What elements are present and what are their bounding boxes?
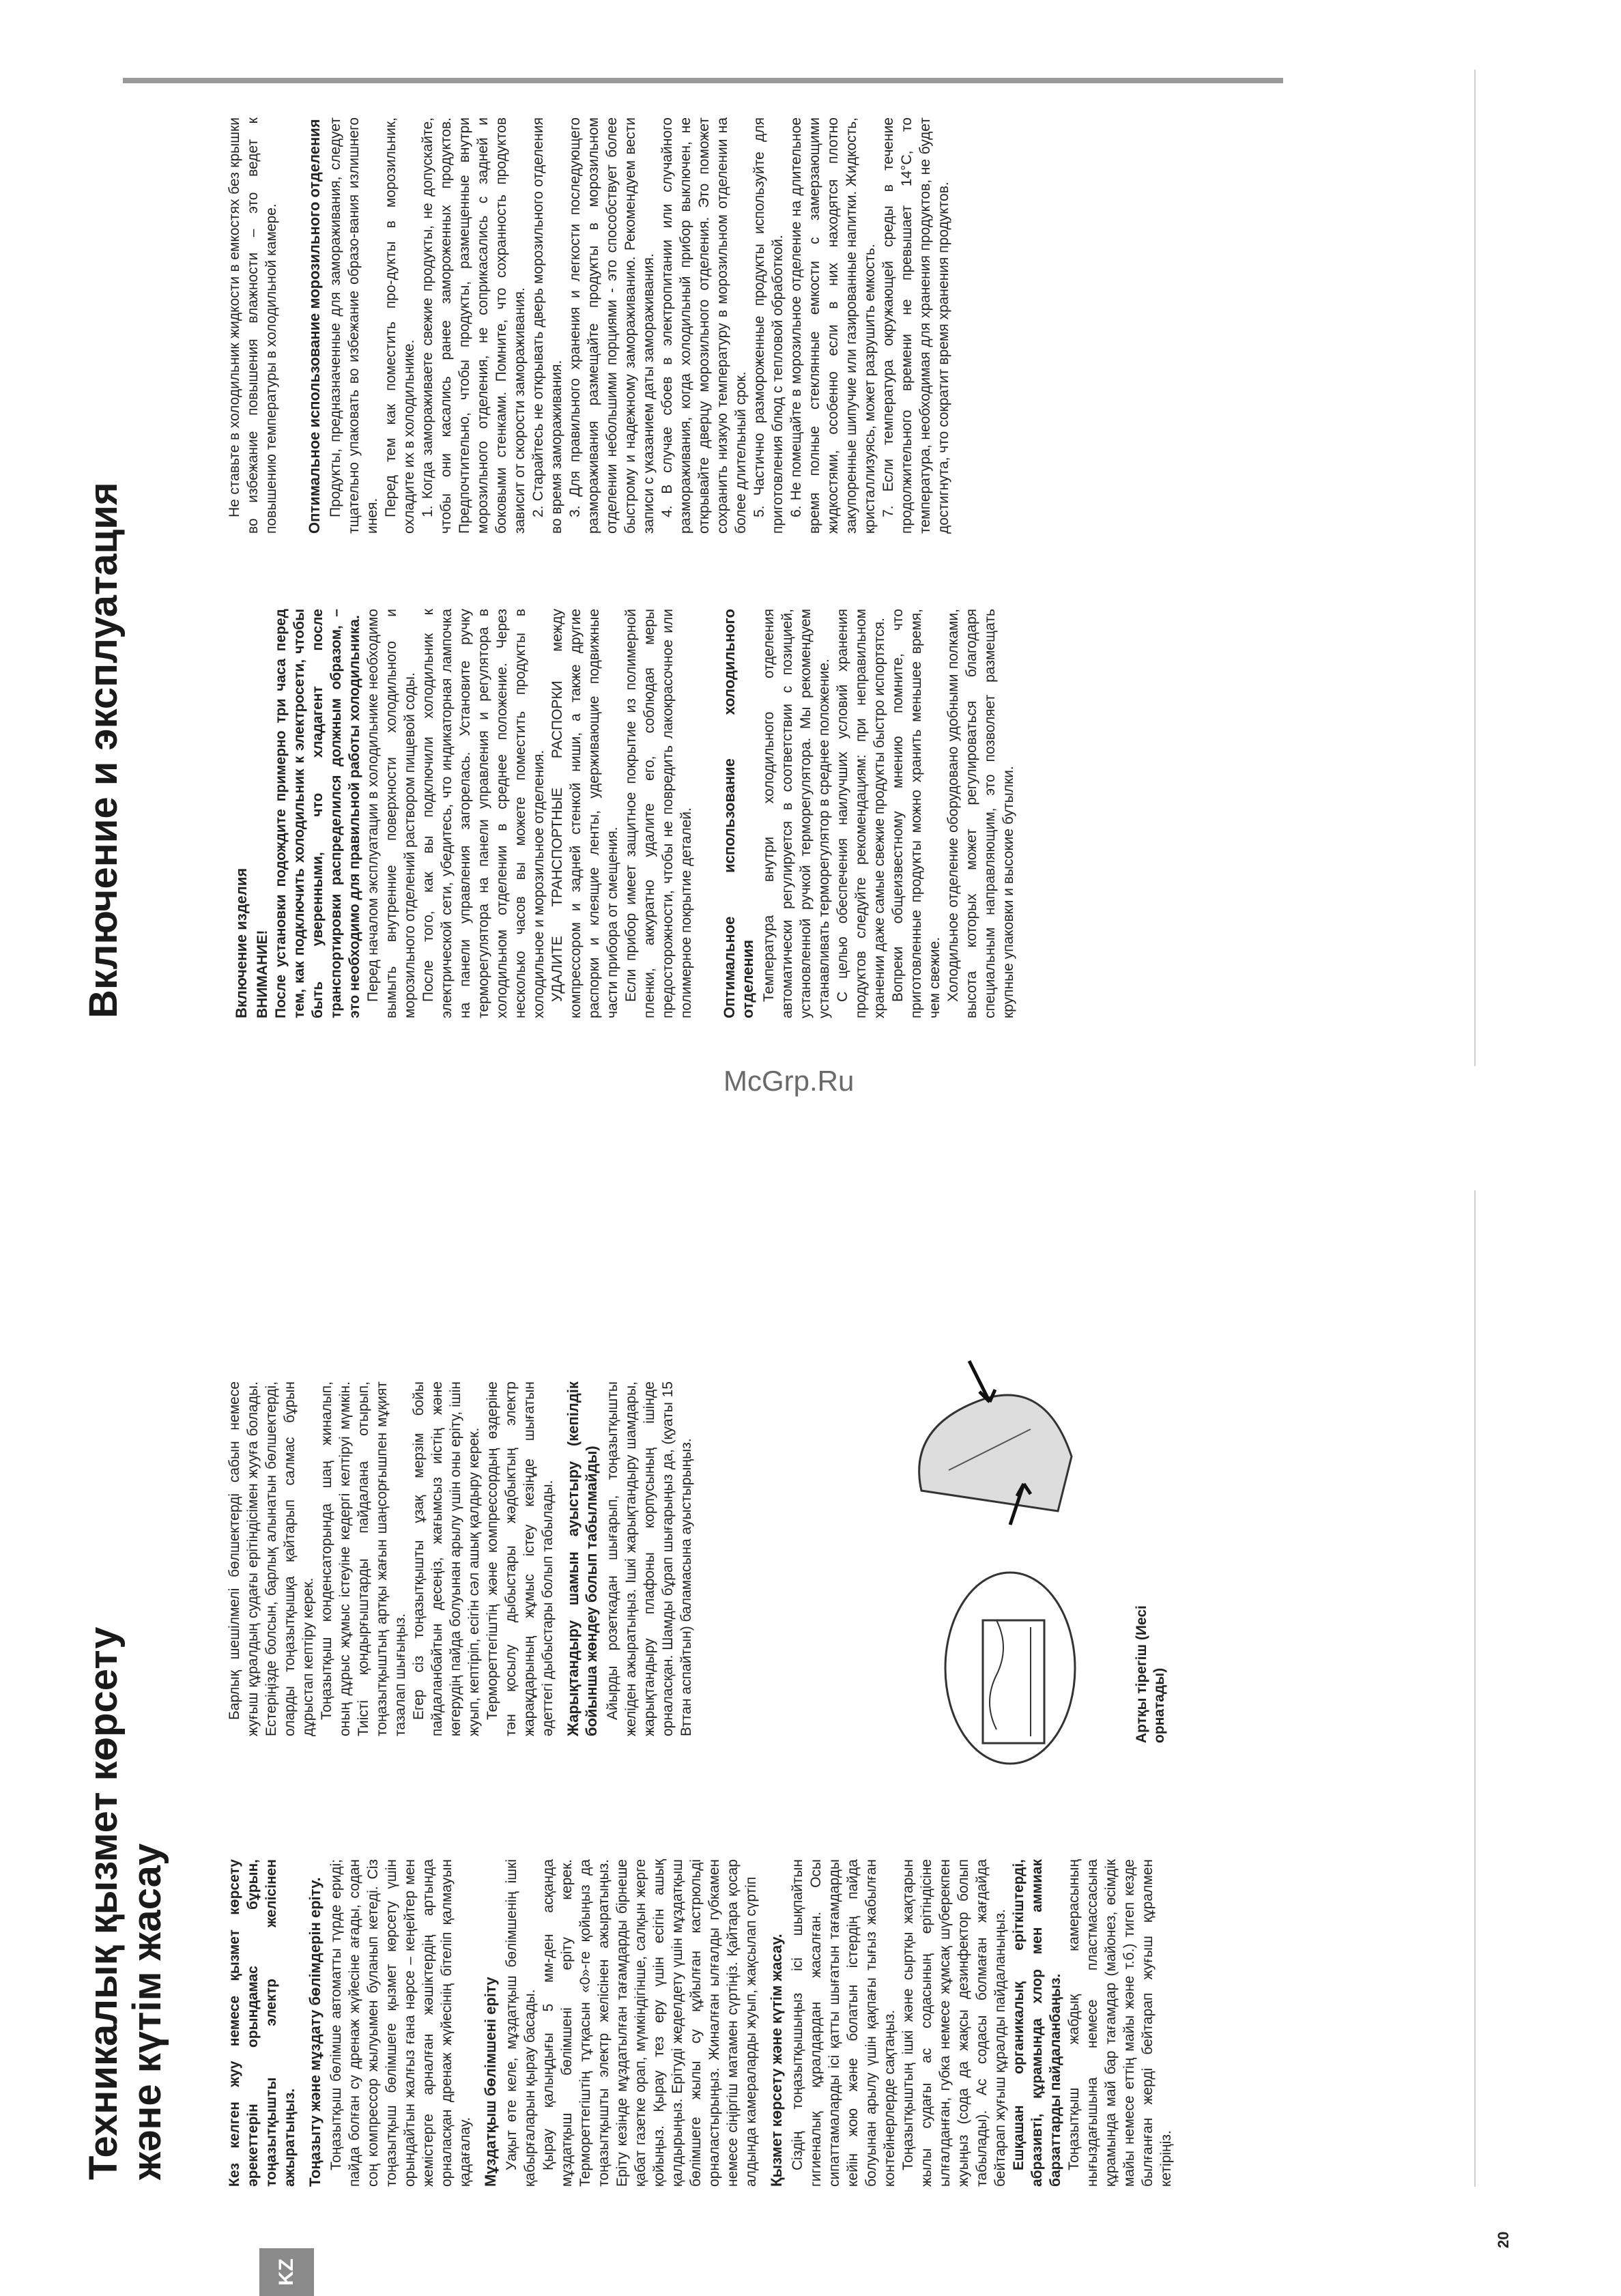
page-title-ru: Включение и эксплуатация	[81, 482, 126, 1018]
paragraph: 4. В случае сбоев в электропитании или случайного размораживания, когда холодильный прибор выключен, не открывайте дверцу морозильного отделения. Это поможет сохранить низкую температуру в морозильном отделении на более длительный срок.	[659, 117, 749, 534]
paragraph: Холодильное отделение оборудовано удобными полками, высота которых может регулироваться благодаря специальным направляющим, это позволяет размещать крупные упаковки и высокие бутылки.	[945, 609, 1016, 1018]
paragraph: Тоңазытқыштың ішкі және сыртқы жақтарын жылы судағы ас содасының ерітіндісіне ылғалданған, губка немесе жұмсақ шүберекпен жуыңыз (сода да жақсы дезинфектор болып табылады). Ас содасы болмаған жағдайда бейтарап жуғыш құралды пайдаланыңыз.	[900, 1859, 1008, 2187]
paragraph: Егер сіз тоңазытқышты ұзақ мерзім бойы пайдаланбайтын десеңіз, жағымсыз иістің және көгерудің пайда болуынан арылу үшін оны еріту, ішін жуып, кептіріп, есігін сәл ашық қалдыру керек.	[411, 1381, 482, 1736]
section-heading: Включение изделия	[233, 867, 250, 1018]
paragraph: Барлық шешілмелі бөлшектерді сабын немесе жуғыш құралдың судағы ерітіндісімен жууға болады. Естеріңізде болсын, барлық алынатын бөлшектерді, оларды тоңазытқышқа қайтарып салмас бұрын дұрыстап кептіру керек.	[227, 1381, 316, 1736]
page-number-left: 20	[1495, 2231, 1512, 2248]
paragraph: Тоңазытқыш бөлімше автоматты түрде ериді; пайда болған су дренаж жүйесіне ағады, содан соң компрессор жылуымен буланып кетеді. Сіз тоңазытқыш бөлімшеге қызмет көрсету үшін орындайтын жалғыз ғана нәрсе – кеңейтер мен жемістерге арналған жәшіктердің артында орналасқан дренаж жүйесінің бітеліп қалмауын қадағалау.	[328, 1859, 473, 2187]
paragraph: Перед началом эксплуатации в холодильнике необходимо вымыть внутренние поверхности холодильного и морозильного отделений раствором пищевой соды.	[365, 609, 418, 1018]
kz-column-1	[225, 1859, 1175, 2187]
watermark: McGrp.Ru	[723, 1065, 855, 1097]
footer-rule	[1474, 70, 1476, 1066]
paragraph: Если прибор имеет защитное покрытие из полимерной пленки, аккуратно удалите его, соблюдая меры предосторожности, чтобы не повредить лакокрасочное или полимерное покрытие деталей.	[623, 609, 694, 1018]
attention-paragraph: После установки подождите примерно три часа перед тем, как подключить холодильник к электросети, чтобы быть уверенными, что хладагент после транспортировки распределился должным образом, – это необходимо для правильной работы холодильника.	[273, 609, 362, 1018]
attention-label: ВНИМАНИЕ!	[255, 930, 270, 1018]
paragraph: Продукты, предназначенные для замораживания, следует тщательно упаковать во избежание образо-вания излишнего инея.	[328, 117, 380, 534]
paragraph: Уақыт өте келе, мұздатқыш бөлімшенің ішкі қабырғаларын қырау басады.	[504, 1859, 538, 2187]
ru-column-1	[225, 609, 1018, 1018]
paragraph: 5. Частично размороженные продукты используйте для приготовления блюд с тепловой обработкой.	[751, 117, 786, 534]
paragraph: 2. Старайтесь не открывать дверь морозильного отделения во время замораживания.	[530, 117, 564, 534]
paragraph: Температура внутри холодильного отделения автоматически регулируется в соответствии с позицией, установленной ручкой терморегулятора. Мы рекомендуем устанавливать терморегулятор в среднее положение.	[761, 609, 832, 1018]
ru-column-2	[225, 117, 953, 534]
paragraph: После того, как вы подключили холодильник к электрической сети, убедитесь, что индикаторная лампочка на панели управления загорелась. Установите ручку терморегулятора на панели управления и регулятора в холодильном отделении в среднее положение. Через несколько часов вы можете поместить продукты в холодильное и морозильное отделения.	[420, 609, 547, 1018]
paragraph: Қырау қалыңдығы 5 мм-ден асқанда мұздатқыш бөлімшені еріту керек. Термореттегіштің тұтқасын «0»-ге қойыңыз да тоңазытқышты электр желісінен ажыратыңыз. Еріту кезінде мұздатылған тағамдарды бірнеше қабат газетке орап, мүмкіндігінше, салқын жерге қойыңыз. Қырау тез еру үшін есігін ашық қалдырыңыз. Ерітуді жеделдету үшін мұздатқыш бөлімшеге жылы су құйылған кастрюльді орналастырыңыз. Жиналған ылғалды губкамен немесе сіңіргіш матамен сүртіңіз. Қайтара қосар алдында камераларды жуып, жақсылап сүртіп	[541, 1859, 759, 2187]
paragraph: С целью обеспечения наилучших условий хранения продуктов следуйте рекомендациям: при неправильном хранении даже самые свежие продукты быстро испортятся.	[835, 609, 887, 1018]
section-heading: Оптимальное использование холодильного отделения	[721, 609, 756, 1018]
paragraph: УДАЛИТЕ ТРАНСПОРТНЫЕ РАСПОРКИ между компрессором и задней стенкой ниши, а также другие распорки и клеящие ленты, удерживающие подвижные части прибора от смещения.	[549, 609, 620, 1018]
paragraph: Тоңазытқыш жабдық камерасының нығыздағышына немесе пластмассасына құрамында май бар тағамдар (майонез, өсімдік майы немесе еттің майы және т.б.) тигеп кезде былғанған жерді бейтарап жуғыш құралмен кетіріңіз.	[1066, 1859, 1174, 2187]
side-bar	[123, 78, 1283, 83]
left-page	[0, 1148, 1621, 2296]
paragraph: Перед тем как поместить про-дукты в морозильник, охладите их в холодильнике.	[383, 117, 417, 534]
paragraph: 6. Не помещайте в морозильное отделение на длительное время полные стеклянные емкости с замерзающими жидкостями, особенно если в них находятся плотно закупоренные шипучие или газированные напитки. Жидкость, кристаллизуясь, может разрушить емкость.	[788, 117, 878, 534]
section-heading: Тоңазыту және мұздату бөлімдерін еріту.	[306, 1877, 324, 2187]
paragraph: 3. Для правильного хранения и легкости последующего размораживания размещайте продукты в морозильном отделении небольшими порциями - это способствует более быстрому и надежному замораживанию. Рекомендуем вести записи с указанием даты замораживания.	[567, 117, 657, 534]
fridge-illustration	[894, 1293, 1235, 1784]
paragraph: Тоңазытқыш конденсаторында шаң жиналып, оның дұрыс жұмыс істеуіне кедергі келтіруі мүмкін. Тиісті қондырғыштарды пайдалана отырып, тоңазытқыштың артқы жағын шаңсорғышпен мұқият тазалап шығыңыз.	[319, 1381, 408, 1736]
warning-paragraph: Кез келген жуу немесе қызмет көрсету әрекеттерін орындамас бұрын, тоңазытқышты электр желісінен ажыратыңыз.	[227, 1859, 298, 2187]
figure-caption: Артқы тірегіш (Иесі орнатады)	[1134, 1605, 1167, 1743]
page-title-kz	[82, 1497, 169, 2180]
paragraph: Айырды розеткадан шығарып, тоңазытқышты желіден ажыратыңыз. Ішкі жарықтандыру шамдары, жарықтандыру плафоны корпусының ішінде орналасқан. Шамды бұрап шығарыңыз да, (қуаты 15 Вттан аспайтын) баламасына ауыстырыңыз.	[605, 1381, 694, 1736]
paragraph: Ешқашан органикалық еріткіштерді, абразивті, құрамында хлор мен аммиак барзаттарды пайдаланбаңыз.	[1011, 1859, 1063, 2187]
kz-column-2	[225, 1381, 695, 1736]
paragraph: Термореттегіштің және компрессордың өздеріне тән қосылу дыбыстары жәдбыктың электр жарақдарының жұмыс істеу кезіңде шығатын әдеттегі дыбыстары болып табылады.	[485, 1381, 556, 1736]
footer-rule	[1474, 1190, 1476, 2187]
section-heading: Оптимальное использование морозильного отделения	[306, 119, 323, 534]
fridge-diagram	[894, 1293, 1099, 1784]
paragraph: Вопреки общеизвестному мнению помните, что приготовленные продукты можно хранить меньшее время, чем свежие.	[890, 609, 943, 1018]
paragraph: Не ставьте в холодильник жидкости в емкостях без крышки во избежание повышения влажности – это ведет к повышению температуры в холодильной камере.	[227, 117, 279, 534]
section-heading: Қызмет көрсету және күтім жасау.	[768, 1934, 785, 2187]
section-heading: Жарықтандыру шамын ауыстыру (кепілдік бойынша жөндеу болып табылмайды)	[564, 1381, 600, 1736]
section-heading: Мұздатқыш бөлімшені еріту	[482, 1977, 499, 2187]
title-line-2: және күтім жасау	[124, 1843, 169, 2180]
paragraph: 1. Когда замораживаете свежие продукты, не допускайте, чтобы они касались ранее замороженных продуктов. Предпочтительно, чтобы продукты, размещенные внутри морозильного отделения, не соприкасались с задней и боковыми стенками. Помните, что сохранность продуктов зависит от скорости замораживания.	[420, 117, 528, 534]
language-tab-kz: KZ	[259, 2248, 314, 2296]
title-line-1: Техникалық қызмет көрсету	[81, 1626, 126, 2180]
paragraph: 7. Если температура окружающей среды в течение продолжительного времени не превышает 14°С, то температура, необходимая для хранения продуктов, не будет достигнута, что сократит время хранения продуктов.	[880, 117, 951, 534]
paragraph: Сіздің тоңазытқышыңыз ісі шықпайтын гигиеналық құралдардан жасалған. Осы сипаттамаларды ісі қатты шығатын тағамдарды кейін жою және болатын істердің пайда болуынан арылу үшін қақпағы тығыз жабылған контейнерлерде сақтаңыз.	[790, 1859, 898, 2187]
